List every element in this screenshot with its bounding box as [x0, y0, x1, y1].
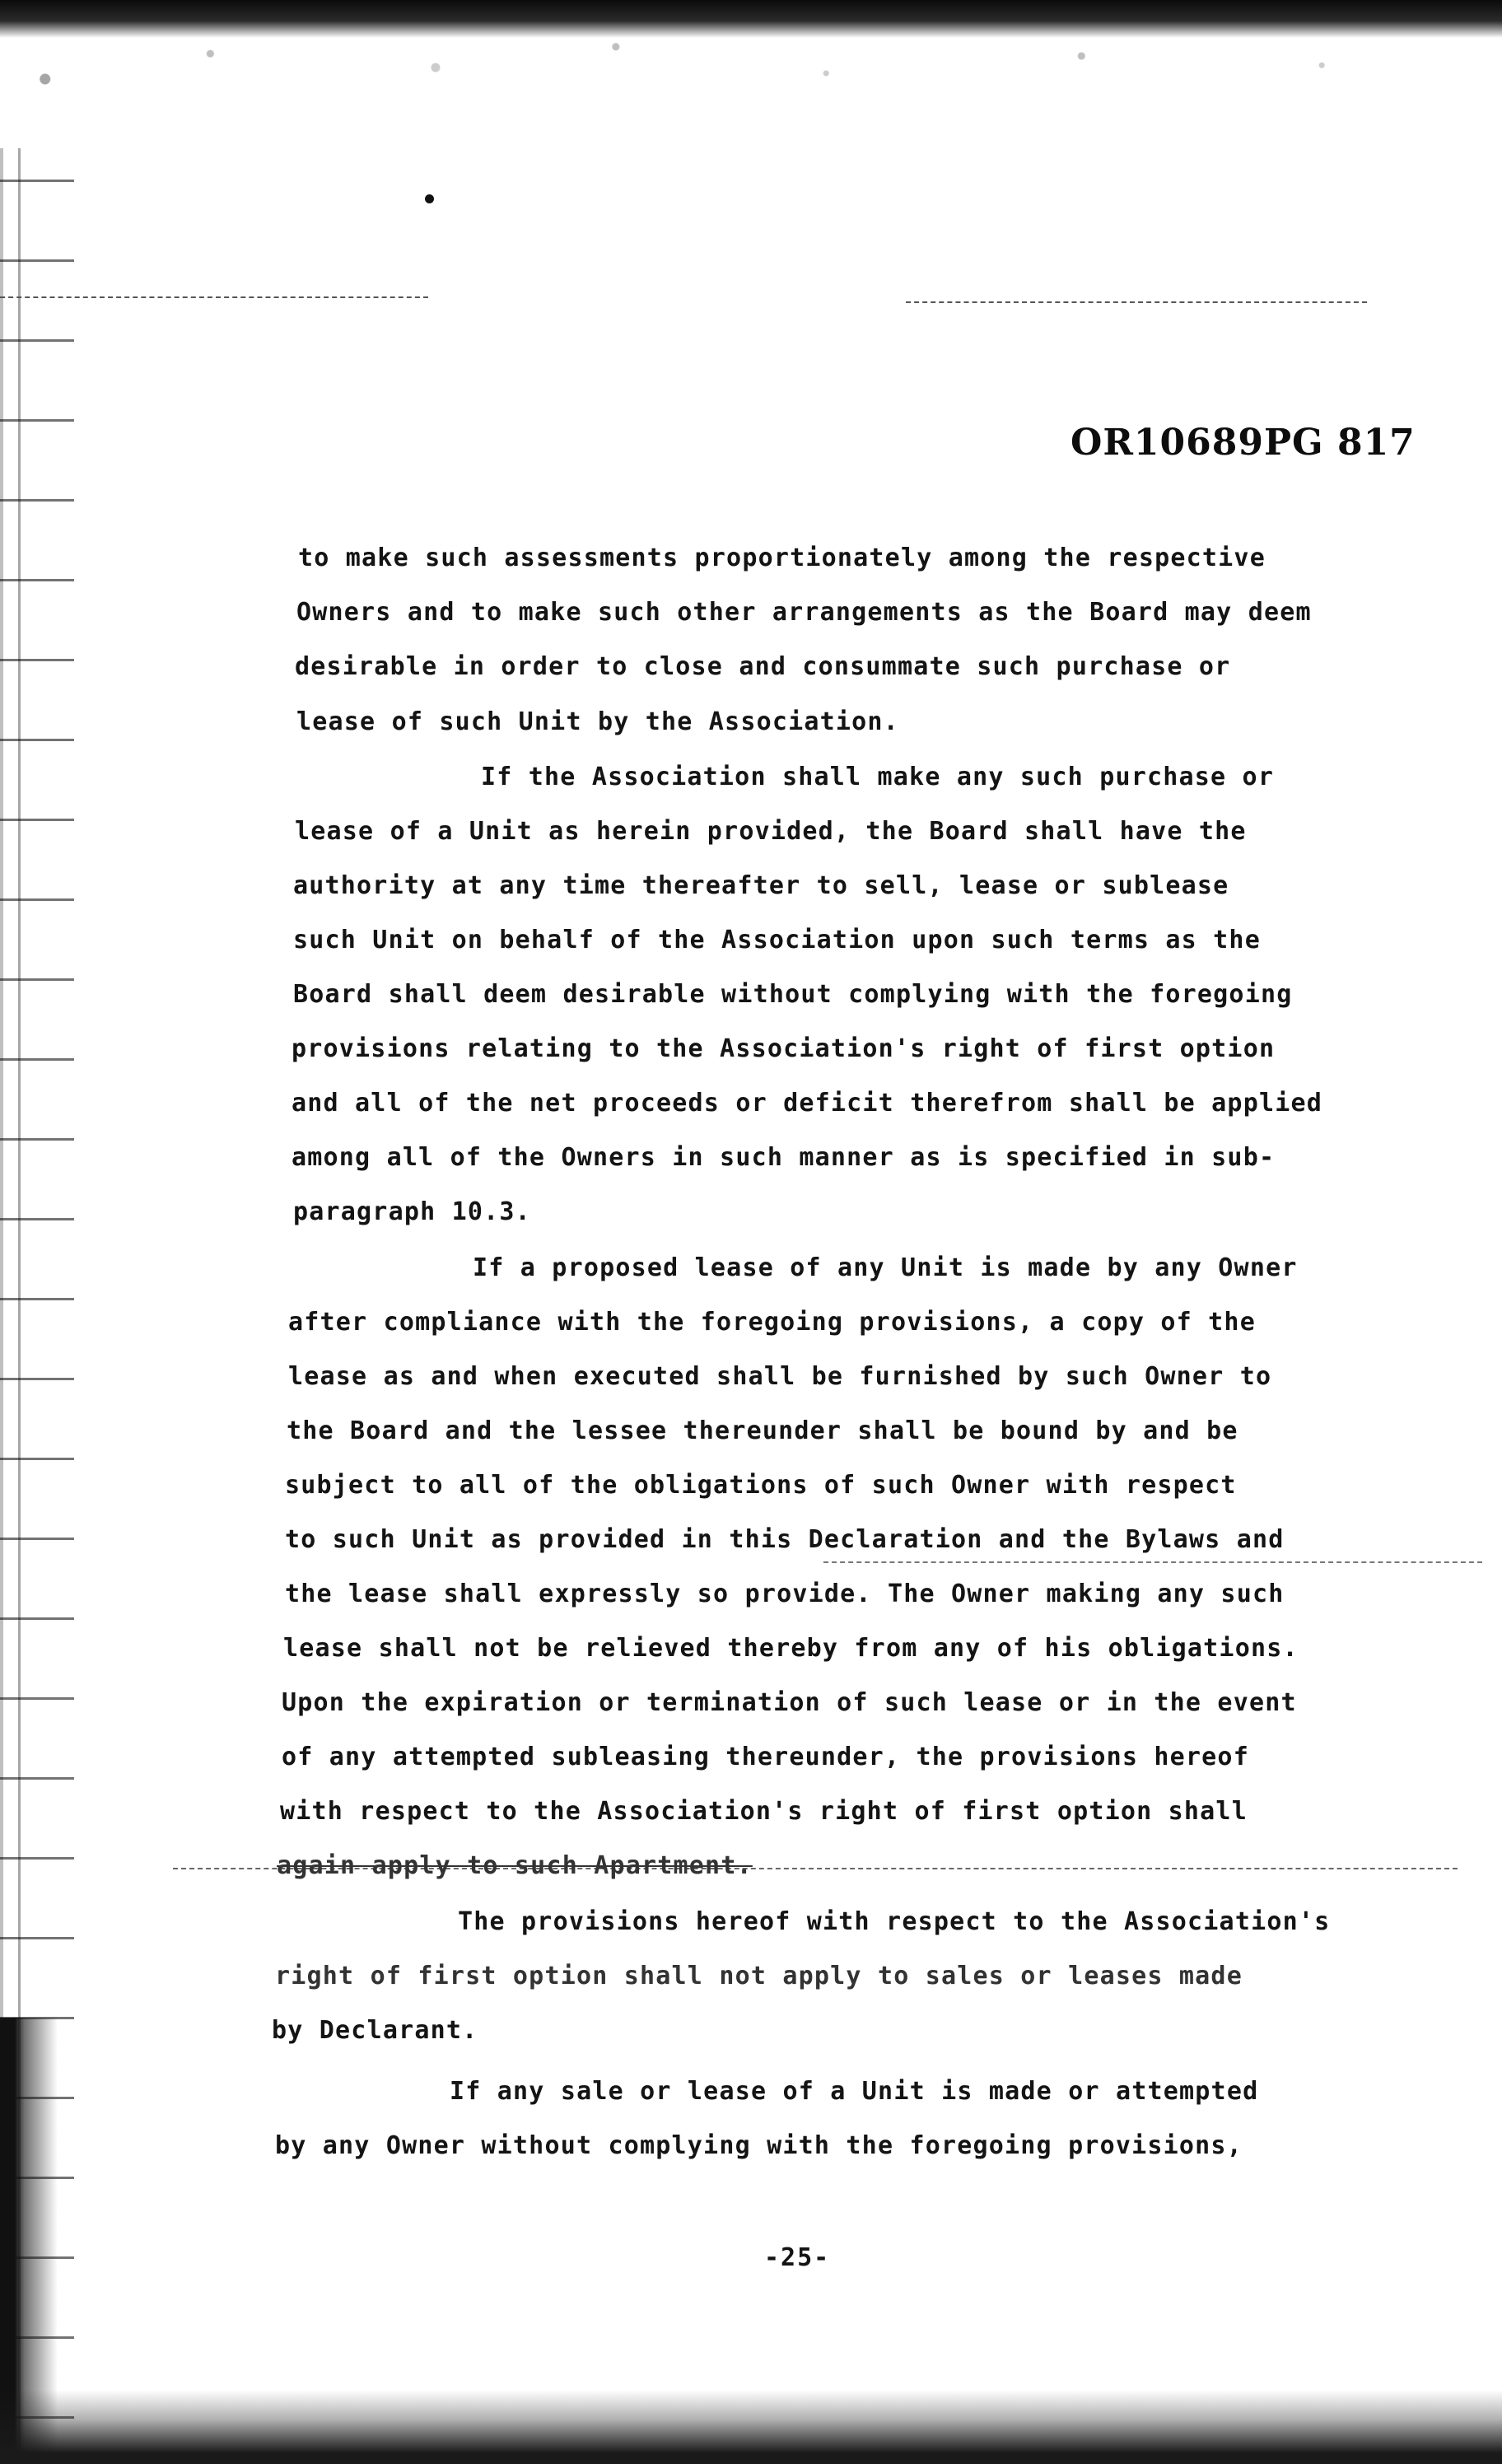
text-line: right of first option shall not apply to sales or leases made — [275, 1962, 1243, 1990]
text-line: subject to all of the obligations of such Owner with respect — [285, 1471, 1237, 1500]
text-line: by any Owner without complying with the foregoing provisions, — [275, 2131, 1243, 2160]
scan-bottom-edge — [0, 2390, 1502, 2464]
text-line: to such Unit as provided in this Declaration and the Bylaws and — [285, 1525, 1285, 1554]
text-line: lease of such Unit by the Association. — [296, 707, 899, 736]
text-line: Upon the expiration or termination of such lease or in the event — [282, 1688, 1297, 1717]
text-line: authority at any time thereafter to sell, lease or sublease — [293, 871, 1229, 900]
text-line: of any attempted subleasing thereunder, the provisions hereof — [282, 1743, 1249, 1771]
recording-stamp: OR10689PG 817 — [1071, 422, 1416, 464]
struck-text-line: again apply to such Apartment. — [277, 1851, 753, 1880]
text-line: If a proposed lease of any Unit is made by any Owner — [473, 1253, 1298, 1282]
text-line: provisions relating to the Association's right of first option — [292, 1034, 1276, 1063]
text-line: lease as and when executed shall be furnished by such Owner to — [288, 1362, 1272, 1391]
text-line: by Declarant. — [272, 2016, 478, 2045]
text-line: lease of a Unit as herein provided, the Board shall have the — [295, 817, 1247, 846]
text-line: paragraph 10.3. — [293, 1197, 531, 1226]
text-line: among all of the Owners in such manner as is specified in sub- — [292, 1143, 1276, 1172]
page-number: -25- — [764, 2243, 831, 2272]
text-line: The provisions hereof with respect to the Association's — [458, 1907, 1331, 1936]
text-line: such Unit on behalf of the Association upon such terms as the — [293, 926, 1261, 954]
text-line: with respect to the Association's right of first option shall — [280, 1797, 1248, 1826]
text-line: If any sale or lease of a Unit is made or attempted — [450, 2077, 1259, 2106]
text-line: desirable in order to close and consummate such purchase or — [295, 652, 1231, 681]
text-line: and all of the net proceeds or deficit therefrom shall be applied — [292, 1089, 1322, 1118]
scan-noise — [0, 33, 1502, 148]
scan-line — [0, 296, 428, 298]
text-line: the Board and the lessee thereunder shall be bound by and be — [287, 1416, 1238, 1445]
text-line: the lease shall expressly so provide. The Owner making any such — [285, 1580, 1285, 1608]
text-line: If the Association shall make any such purchase or — [481, 763, 1275, 791]
text-line: after compliance with the foregoing provisions, a copy of the — [288, 1308, 1256, 1337]
text-line: Owners and to make such other arrangements as the Board may deem — [296, 598, 1312, 627]
text-line: to make such assessments proportionately among the respective — [298, 544, 1266, 572]
scan-line — [823, 1561, 1482, 1563]
text-line: Board shall deem desirable without complying with the foregoing — [293, 980, 1293, 1009]
ink-dot — [425, 194, 434, 203]
text-line: lease shall not be relieved thereby from any of his obligations. — [283, 1634, 1299, 1663]
scan-line — [906, 301, 1367, 303]
